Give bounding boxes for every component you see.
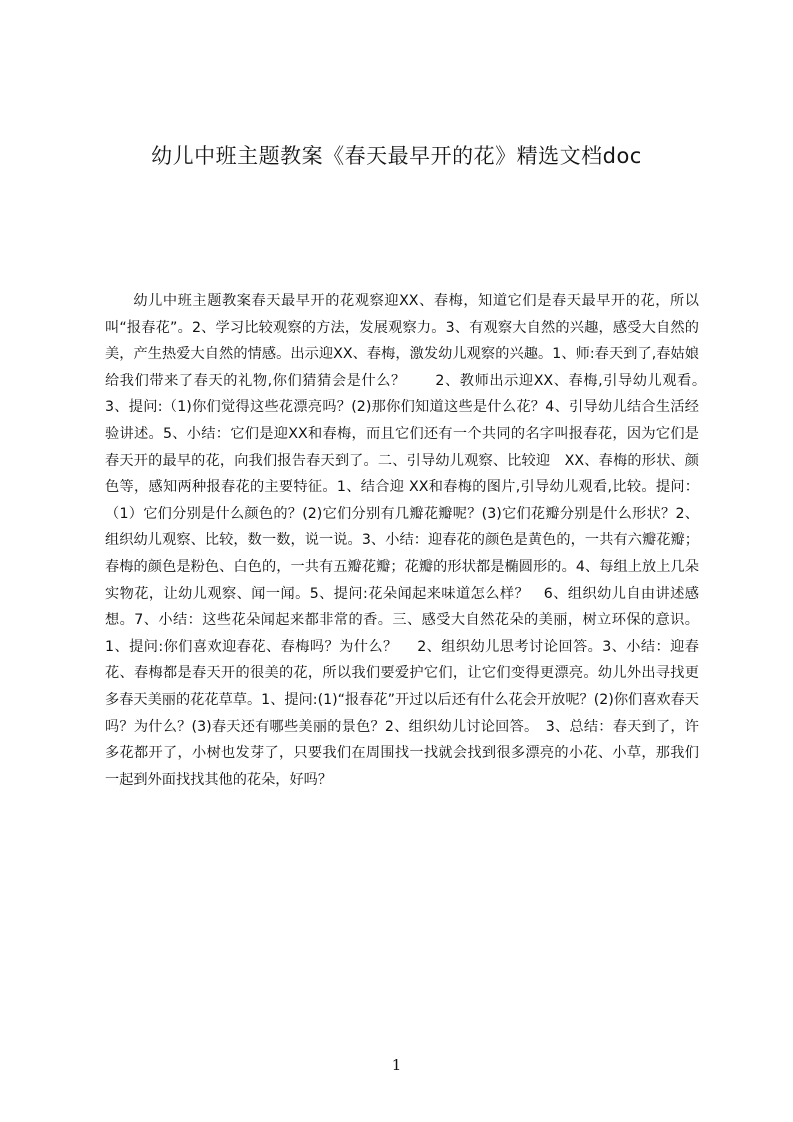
document-body: [105, 288, 714, 848]
document-title: 幼儿中班主题教案《春天最早开的花》精选文档doc: [151, 144, 642, 168]
body-paragraph: 幼儿中班主题教案春天最早开的花观察迎XX、春梅，知道它们是春天最早开的花，所以叫“报春花”。2、学习比较观察的方法，发展观察力。3、有观察大自然的兴趣，感受大自然的美，产生热爱大自然的情感。出示迎XX、春梅，激发幼儿观察的兴趣。1、师:春天到了,春姑娘给我们带来了春天的礼物,你们猜猜会是什么？ 2、教师出示迎XX、春梅,引导幼儿观看。 3、提问:（1)你们觉得这些花漂亮吗？(2)那你们知道这些是什么花？4、引导幼儿结合生活经验讲述。5、小结：它们是迎XX和春梅，而且它们还有一个共同的名字叫报春花，因为它们是春天开的最早的花，向我们报告春天到了。二、引导幼儿观察、比较迎 XX、春梅的形状、颜色等，感知两种报春花的主要特征。1、结合迎 XX和春梅的图片,引导幼儿观看,比较。提问：（1）它们分别是什么颜色的？(2)它们分别有几瓣花瓣呢？(3)它们花瓣分别是什么形状？2、组织幼儿观察、比较，数一数，说一说。3、小结：迎春花的颜色是黄色的，一共有六瓣花瓣；春梅的颜色是粉色、白色的，一共有五瓣花瓣；花瓣的形状都是椭圆形的。4、每组上放上几朵实物花，让幼儿观察、闻一闻。5、提问:花朵闻起来味道怎么样？ 6、组织幼儿自由讲述感想。7、小结：这些花朵闻起来都非常的香。三、感受大自然花朵的美丽，树立环保的意识。1、提问:你们喜欢迎春花、春梅吗？为什么？ 2、组织幼儿思考讨论回答。3、小结：迎春花、春梅都是春天开的很美的花，所以我们要爱护它们，让它们变得更漂亮。幼儿外出寻找更多春天美丽的花花草草。1、提问:(1)“报春花”开过以后还有什么花会开放呢？(2)你们喜欢春天吗？为什么？(3)春天还有哪些美丽的景色？2、组织幼儿讨论回答。 3、总结：春天到了，许多花都开了，小树也发芽了，只要我们在周围找一找就会找到很多漂亮的小花、小草，那我们一起到外面找找其他的花朵，好吗？: [105, 293, 714, 788]
page-number: 1: [391, 1056, 402, 1074]
